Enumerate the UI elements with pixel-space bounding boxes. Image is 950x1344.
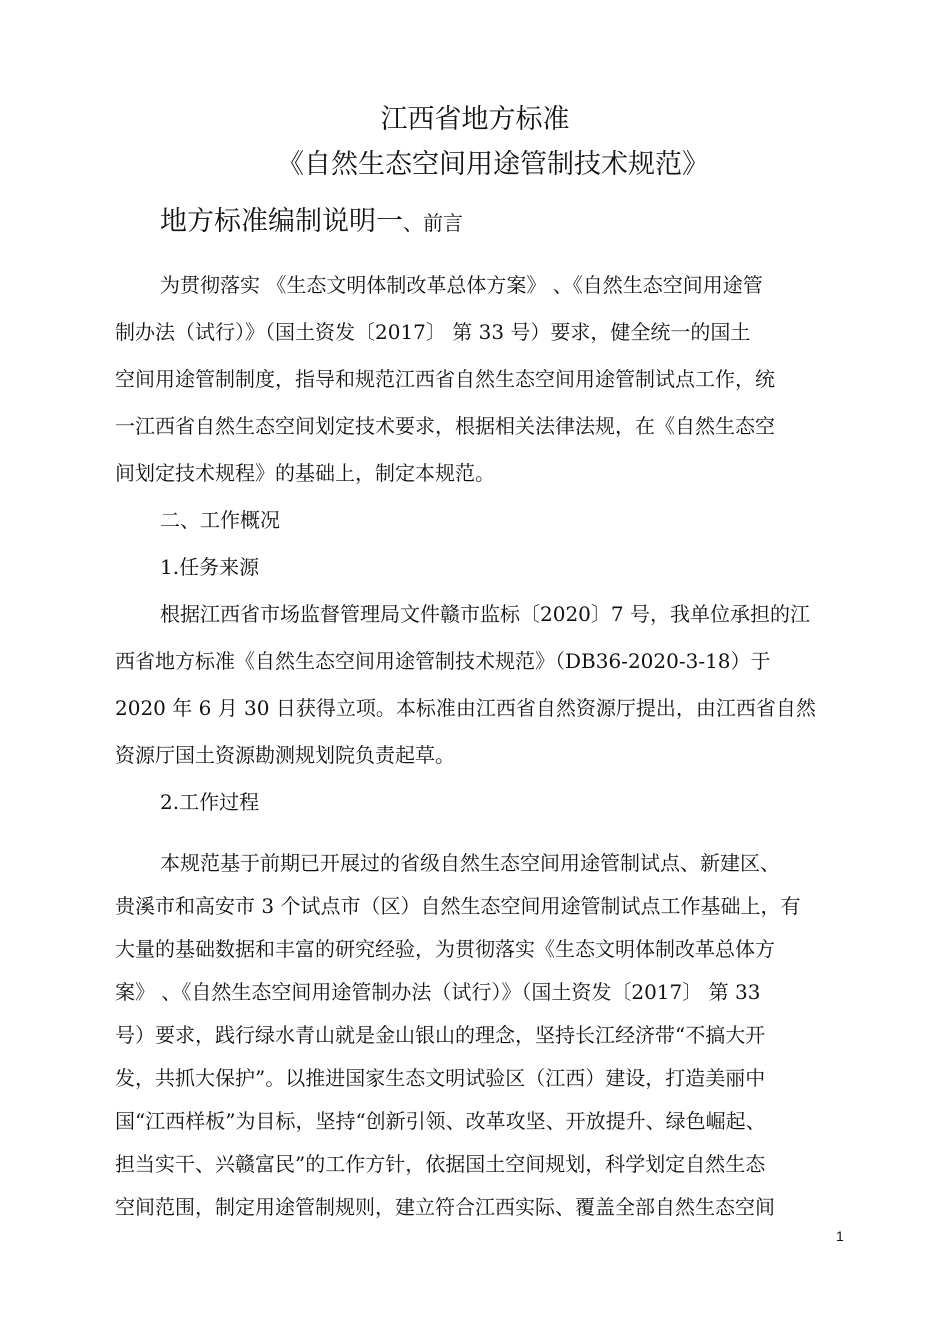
heading-main: 地方标准编制说明一 — [160, 206, 403, 237]
heading-sub: 、前言 — [403, 211, 463, 235]
section-heading — [160, 200, 463, 245]
paragraph-line: 空间用途管制制度，指导和规范江西省自然生态空间用途管制试点工作，统 — [115, 367, 775, 391]
paragraph-line: 贵溪市和高安市 3 个试点市（区）自然生态空间用途管制试点工作基础上，有 — [115, 894, 801, 918]
document-subtitle: 《自然生态空间用途管制技术规范》 — [277, 149, 709, 180]
paragraph-line: 间划定技术规程》的基础上，制定本规范。 — [115, 461, 495, 485]
paragraph-line: 西省地方标准《自然生态空间用途管制技术规范》（DB36-2020-3-18）于 — [115, 649, 771, 673]
subsection-title: 2.工作过程 — [160, 790, 260, 814]
paragraph-line: 国“江西样板”为目标，坚持“创新引领、改革攻坚、开放提升、绿色崛起、 — [115, 1109, 766, 1133]
section-title: 二、工作概况 — [160, 508, 280, 532]
paragraph-line: 本规范基于前期已开展过的省级自然生态空间用途管制试点、新建区、 — [160, 851, 780, 875]
document-title: 江西省地方标准 — [380, 104, 570, 135]
page-number: 1 — [836, 1228, 844, 1244]
paragraph-line: 担当实干、兴赣富民”的工作方针，依据国土空间规划，科学划定自然生态 — [115, 1152, 766, 1176]
paragraph-line: 资源厅国土资源勘测规划院负责起草。 — [115, 743, 455, 767]
paragraph-line: 发，共抓大保护”。以推进国家生态文明试验区（江西）建设，打造美丽中 — [115, 1066, 766, 1090]
paragraph-line: 2020 年 6 月 30 日获得立项。本标准由江西省自然资源厅提出，由江西省自然 — [115, 696, 816, 720]
paragraph-line: 空间范围，制定用途管制规则，建立符合江西实际、覆盖全部自然生态空间 — [115, 1195, 775, 1219]
subsection-title: 1.任务来源 — [160, 555, 260, 579]
paragraph-line: 一江西省自然生态空间划定技术要求，根据相关法律法规，在《自然生态空 — [115, 414, 775, 438]
paragraph-line: 案》 、《自然生态空间用途管制办法（试行）》（国土资发〔2017〕 第 33 — [115, 980, 761, 1004]
paragraph-line: 制办法（试行）》（国土资发〔2017〕 第 33 号）要求，健全统一的国土 — [115, 320, 751, 344]
paragraph-line: 号）要求，践行绿水青山就是金山银山的理念，坚持长江经济带“不搞大开 — [115, 1023, 766, 1047]
paragraph-line: 大量的基础数据和丰富的研究经验，为贯彻落实《生态文明体制改革总体方 — [115, 937, 775, 961]
paragraph-line: 根据江西省市场监督管理局文件赣市监标〔2020〕7 号，我单位承担的江 — [160, 602, 810, 626]
paragraph-line: 为贯彻落实 《生态文明体制改革总体方案》 、《自然生态空间用途管 — [160, 273, 763, 297]
